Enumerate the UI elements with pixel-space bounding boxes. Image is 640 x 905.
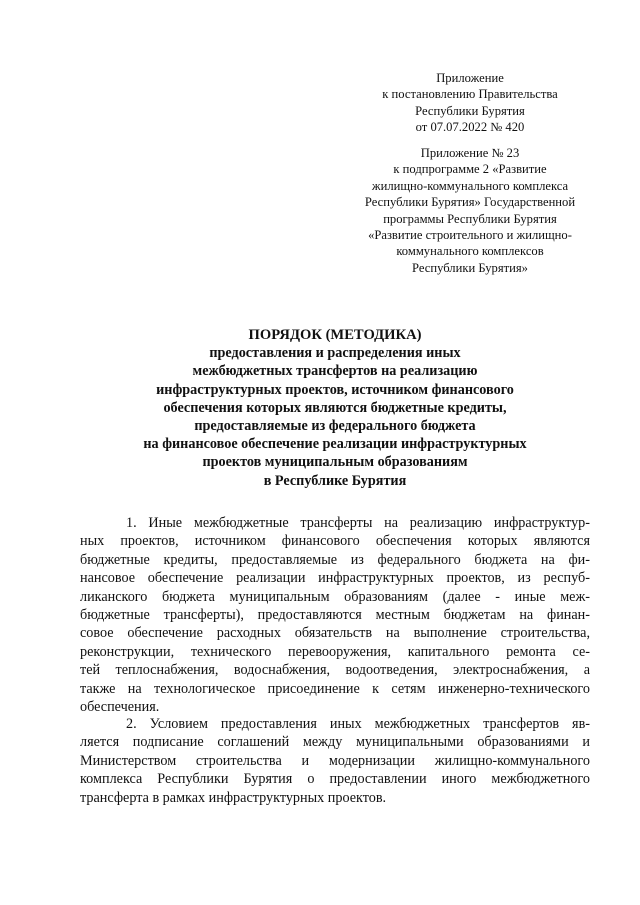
paragraph-line: тей теплоснабжения, водоснабжения, водоотведения, электроснабжения, а [80, 662, 590, 679]
paragraph-line: реконструкции, технического перевооружения, капитального ремонта се- [80, 643, 590, 660]
appendix-line: Республики Бурятия [415, 103, 525, 118]
appendix-line: Приложение [436, 71, 504, 85]
document-title-line: предоставляемые из федерального бюджета [194, 418, 476, 435]
paragraph-line: ляется подписание соглашений между муниципальными образованиями и [80, 734, 590, 751]
appendix-line: к постановлению Правительства [382, 87, 558, 102]
document-title-line: инфраструктурных проектов, источником финансового [156, 381, 514, 398]
document-title-line: проектов муниципальным образованиям [202, 454, 468, 471]
appendix-header-government-resolution [330, 70, 610, 136]
paragraph-line: обеспечения. [80, 699, 160, 716]
appendix-line: коммунального комплексов [396, 244, 544, 259]
paragraph-line: ных проектов, источником финансового обеспечения которых являются [80, 533, 590, 550]
document-title-line: в Республике Бурятия [263, 472, 407, 489]
document-title-line: на финансовое обеспечение реализации инфраструктурных [143, 436, 527, 453]
document-title-line: обеспечения которых являются бюджетные кредиты, [163, 399, 507, 416]
appendix-line: Приложение № 23 [420, 146, 520, 160]
paragraph-line: 1. Иные межбюджетные трансферты на реализацию инфраструктур- [126, 515, 590, 531]
paragraph-line: также на технологическое присоединение к сетям инженерно-технического [80, 680, 590, 697]
appendix-line: «Развитие строительного и жилищно- [368, 228, 572, 243]
paragraph-line: 2. Условием предоставления иных межбюджетных трансфертов яв- [126, 716, 590, 732]
appendix-line: программы Республики Бурятия [383, 211, 557, 226]
paragraph-line: ликанского бюджета муниципальным образованиям (далее - иные меж- [80, 588, 590, 605]
appendix-line: жилищно-коммунального комплекса [371, 178, 569, 193]
document-title-line: межбюджетных трансфертов на реализацию [192, 363, 478, 380]
appendix-line: Республики Бурятия» Государственной [364, 195, 576, 210]
appendix-line: Республики Бурятия» [412, 260, 528, 275]
document-title [80, 326, 590, 490]
paragraph-1 [80, 514, 590, 716]
document-title-main: ПОРЯДОК (МЕТОДИКА) [248, 327, 422, 343]
paragraph-line: трансферта в рамках инфраструктурных проектов. [80, 789, 387, 806]
appendix-line: от 07.07.2022 № 420 [415, 120, 525, 135]
paragraph-2 [80, 715, 590, 807]
appendix-header-subprogram [330, 145, 610, 276]
paragraph-line: бюджетные кредиты, предоставляемые из федерального бюджета на фи- [80, 551, 590, 568]
appendix-line: к подпрограмме 2 «Развитие [393, 162, 547, 177]
paragraph-line: комплекса Республики Бурятия о предоставлении иного межбюджетного [80, 771, 590, 788]
paragraph-line: совое обеспечение расходных обязательств на выполнение строительства, [80, 625, 590, 642]
document-title-line: предоставления и распределения иных [209, 345, 461, 362]
paragraph-line: нансовое обеспечение реализации инфраструктурных проектов, из респуб- [80, 570, 590, 587]
paragraph-line: бюджетные трансферты), предоставляются местным бюджетам на финан- [80, 607, 590, 624]
paragraph-line: Министерством строительства и модернизации жилищно-коммунального [80, 752, 590, 769]
